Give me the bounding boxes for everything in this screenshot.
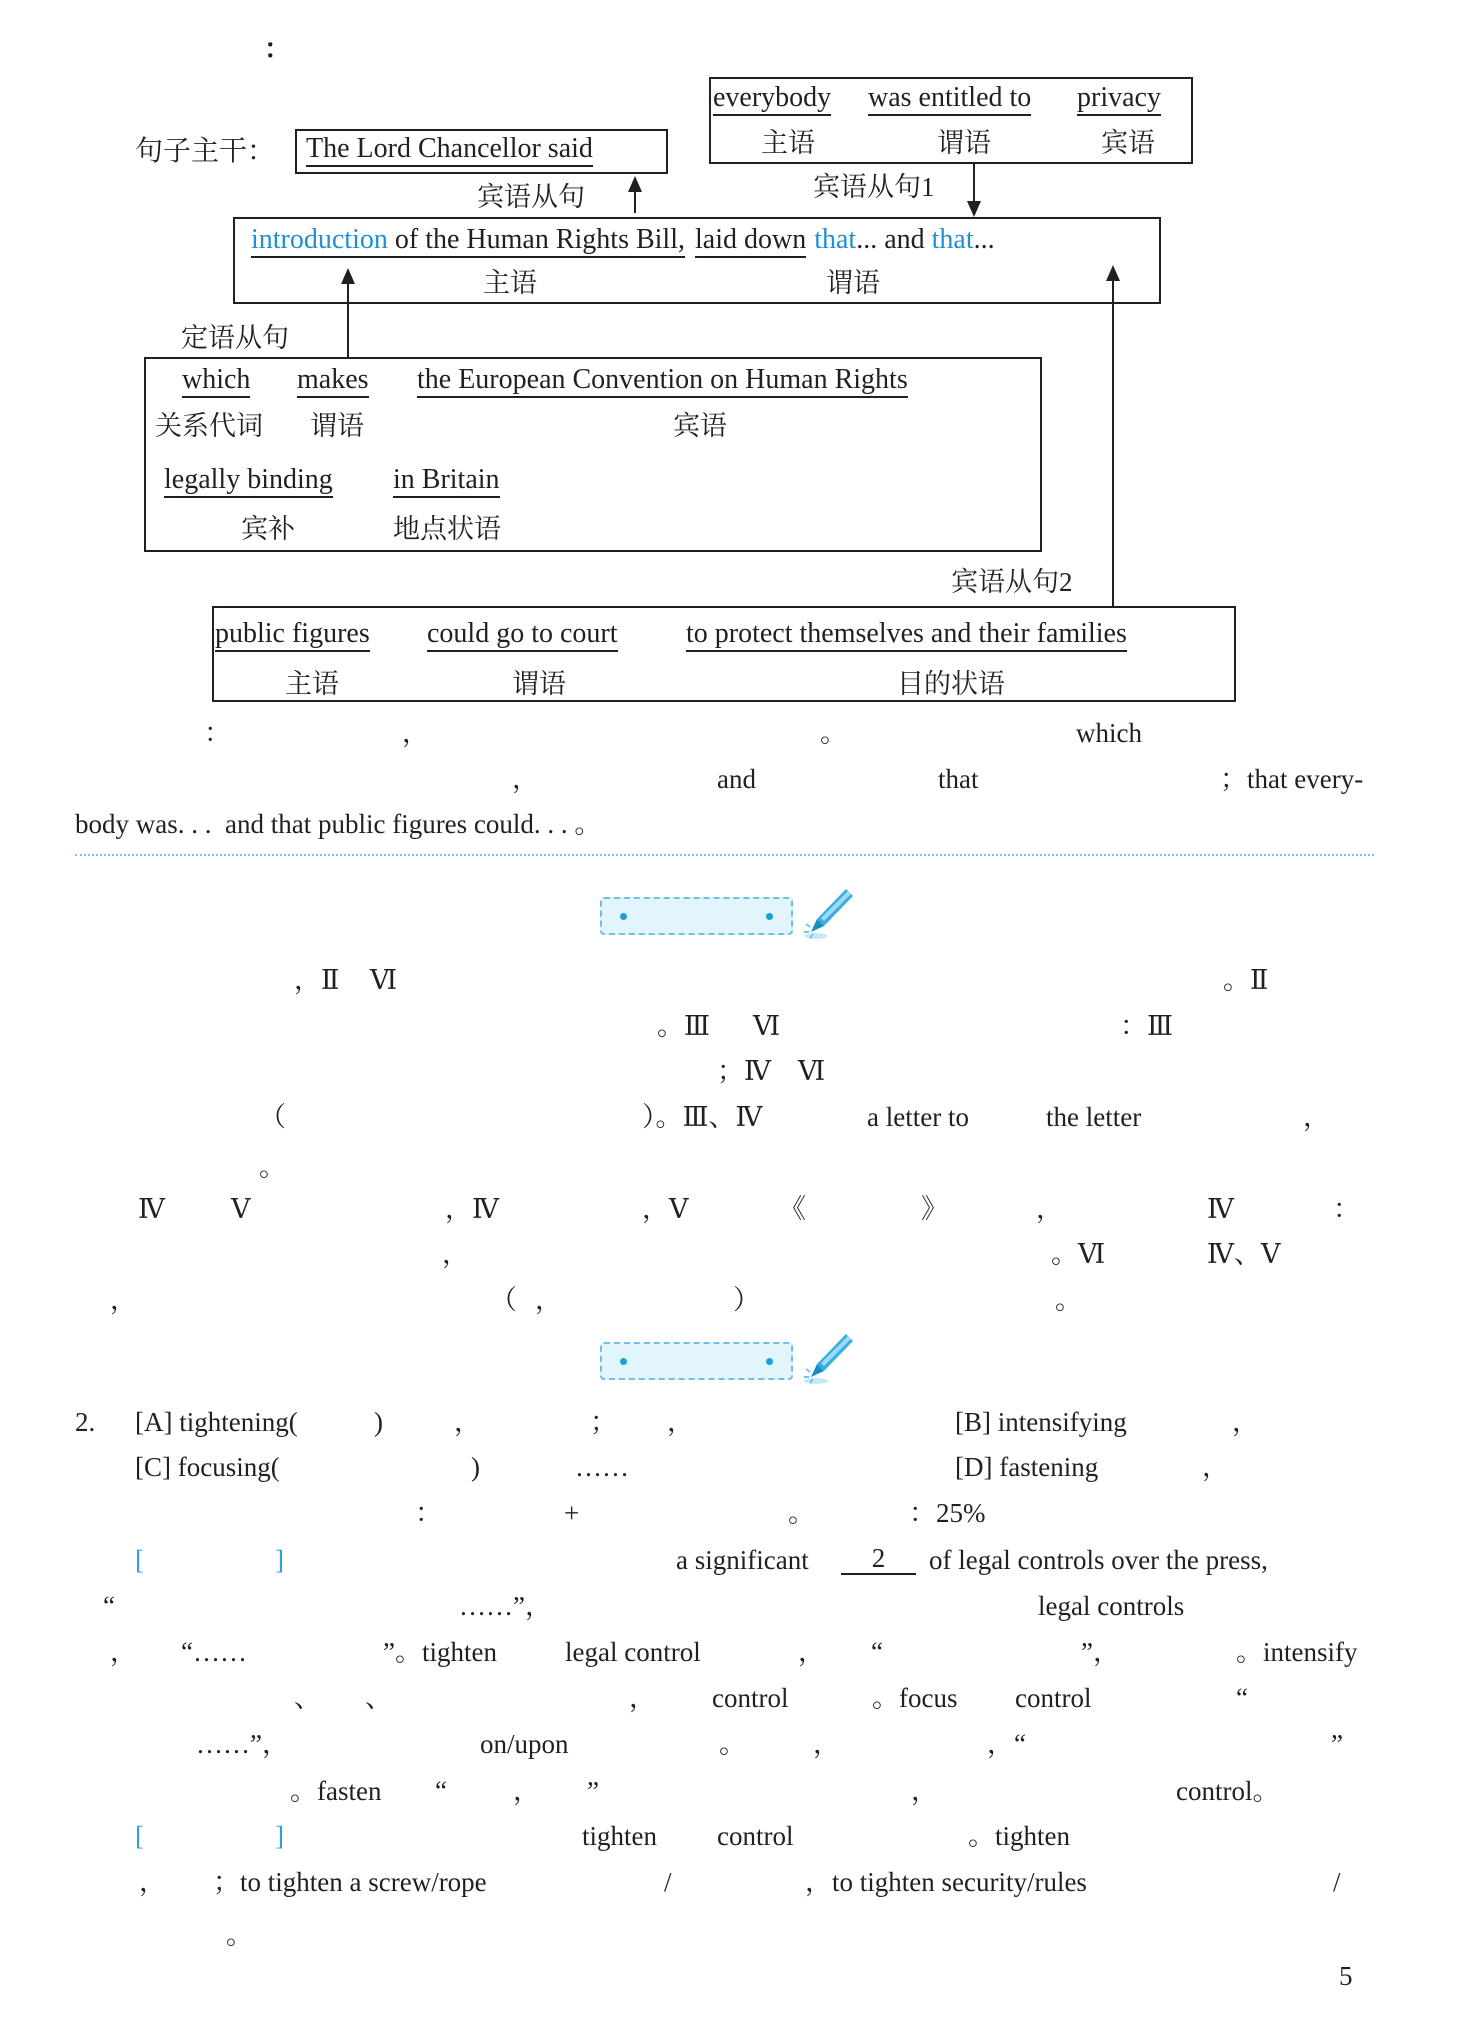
core-predicate: laid down [695,224,806,258]
answer-blank: 2 [841,1543,916,1575]
question-text: “ [103,1591,115,1621]
main-clause-text: The Lord Chancellor said [306,134,593,167]
pen-icon [800,886,856,942]
question-text: control。 [1176,1776,1280,1806]
ac-role-complement: 宾补 [241,514,295,544]
ac-role-place: 地点状语 [393,514,501,544]
question-text: of legal controls over the press, [929,1545,1268,1575]
question-text: control [1015,1683,1092,1713]
question-text: ， [110,1637,137,1667]
attributive-clause-label: 定语从句 [181,323,289,353]
core-subject-rest: of the Human Rights Bill, [387,224,685,255]
question-text: ， [1202,1452,1229,1482]
question-text: 、 [294,1683,321,1713]
explanation-text: Ⅴ [231,1194,251,1224]
question-text: ， [798,1637,825,1667]
option-d: [D] fastening [955,1452,1099,1482]
analysis-text: ： [204,718,231,748]
ac-complement: legally binding [164,465,333,498]
core-role-subject: 主语 [483,268,537,298]
core-that-2: that [931,224,974,255]
explanation-text: a letter to [867,1102,969,1132]
ac-role-object: 宾语 [673,411,727,441]
question-text: 。fasten [290,1776,382,1806]
question-text: ， [1232,1407,1259,1437]
core-role-predicate: 谓语 [826,268,880,298]
object-clause-label: 宾语从句 [477,182,585,212]
core-subject-head: introduction [251,224,388,255]
question-text: control [712,1683,789,1713]
question-text: / [1333,1867,1341,1897]
explanation-text: 。Ⅲ [657,1011,711,1041]
oc2-purpose: to protect themselves and their families [686,619,1127,652]
oc1-role-predicate: 谓语 [937,128,991,158]
question-text: a significant [676,1545,809,1575]
question-text: ， [454,1407,481,1437]
option-c: [C] focusing( [135,1452,280,1482]
explanation-text: Ⅳ、Ⅴ [1207,1239,1281,1269]
ac-verb: makes [297,365,369,398]
explanation-text: 。Ⅱ [1223,965,1269,995]
oc1-role-object: 宾语 [1101,128,1155,158]
analysis-text: ， [402,718,429,748]
explanation-text: Ⅳ [138,1194,165,1224]
question-text: ：25% [909,1498,986,1528]
question-text: ……”， [459,1591,552,1621]
question-text: ： [415,1498,442,1528]
object-clause-2-label: 宾语从句2 [951,567,1073,597]
ac-relative: which [182,365,250,398]
explanation-text: （ [259,1102,286,1132]
question-text: ， [667,1407,694,1437]
arrow-object-clause-1-head [967,201,981,217]
core-that-1: that [814,224,857,255]
diagram-arrows [0,0,1457,760]
explanation-text: Ⅵ [753,1011,781,1041]
explanation-text: Ⅵ [370,965,398,995]
question-text: 。 [226,1920,253,1950]
main-clause-label: 句子主干： [135,136,276,167]
oc2-role-purpose: 目的状语 [897,669,1005,699]
explanation-text: the letter [1046,1102,1142,1132]
section-bracket-close: ] [275,1821,284,1851]
question-text: “ [871,1637,883,1667]
oc1-subject: everybody [713,83,831,116]
question-text: / [664,1867,672,1897]
analysis-text: which [1076,718,1142,748]
question-text: 。 [719,1729,746,1759]
question-text: ) [471,1452,480,1482]
section-bracket-open: [ [135,1545,144,1575]
core-tail: ... [973,224,995,255]
question-text: ， [513,1776,540,1806]
analysis-text: that [938,764,979,794]
question-text: tighten [582,1821,657,1851]
explanation-text: ， [1303,1102,1330,1132]
explanation-text: （ [490,1285,517,1315]
explanation-text: Ⅳ [1207,1194,1234,1224]
question-text: 。focus [872,1683,958,1713]
question-text: ) [374,1407,383,1437]
question-text: “ [1236,1683,1248,1713]
explanation-text: ，Ⅴ [642,1194,689,1224]
question-text: ， [629,1683,656,1713]
question-text: ，to tighten security/rules [805,1867,1087,1897]
analysis-text: body was. . . and that public figures could. . . 。 [75,809,602,839]
badge-dot-right [766,1358,773,1365]
explanation-text: ）。Ⅲ、Ⅳ [642,1102,763,1132]
option-a: [A] tightening( [135,1407,298,1437]
question-text: on/upon [480,1729,569,1759]
oc2-predicate: could go to court [427,619,618,652]
question-text: “ [435,1776,447,1806]
ac-object: the European Convention on Human Rights [417,365,908,398]
explanation-text: 》 [921,1194,948,1224]
analysis-text: 。 [820,718,847,748]
section-header-badge [600,897,793,935]
question-text: + [564,1498,580,1528]
section-bracket-open: [ [135,1821,144,1851]
explanation-text: 。 [259,1152,286,1182]
option-b: [B] intensifying [955,1407,1127,1437]
oc2-role-predicate: 谓语 [512,669,566,699]
page-number: 5 [1339,1961,1353,1991]
oc2-subject: public figures [215,619,370,652]
explanation-text: ， [110,1285,137,1315]
question-text: ， [813,1729,840,1759]
badge-dot-left [620,913,627,920]
arrow-attributive-clause-head [341,268,355,284]
question-text: 、 [365,1683,392,1713]
question-text: ……”， [196,1729,289,1759]
oc2-role-subject: 主语 [285,669,339,699]
explanation-text: ， [442,1239,469,1269]
badge-dot-right [766,913,773,920]
arrow-object-clause-head [628,176,642,192]
explanation-text: ：Ⅲ [1120,1011,1174,1041]
explanation-text: ： [1333,1194,1360,1224]
analysis-text: and [717,764,756,794]
oc1-role-subject: 主语 [761,128,815,158]
analysis-text: ；that every- [1220,764,1364,794]
explanation-text: ，Ⅱ [294,965,340,995]
ac-place: in Britain [393,465,500,498]
ac-role-verb: 谓语 [310,411,364,441]
explanation-text: ， [535,1285,562,1315]
arrow-object-clause-2-head [1106,265,1120,281]
explanation-text: ，Ⅳ [445,1194,499,1224]
question-text: control [717,1821,794,1851]
explanation-text: ） [733,1285,760,1315]
explanation-text: 。 [1055,1285,1082,1315]
analysis-text: ， [512,764,539,794]
question-number: 2. [75,1407,96,1437]
question-text: ，“ [987,1729,1026,1759]
badge-dot-left [620,1358,627,1365]
section-divider [75,854,1374,856]
core-mid: ... and [856,224,932,255]
question-text: ， [139,1867,166,1897]
question-text: ” [1331,1729,1343,1759]
question-text: ， [911,1776,938,1806]
pen-icon [800,1331,856,1387]
ac-role-relative: 关系代词 [155,411,263,441]
section-bracket-close: ] [275,1545,284,1575]
top-marker: ： [264,34,291,64]
section-header-badge [600,1342,793,1380]
question-text: legal control [565,1637,701,1667]
explanation-text: 《 [779,1194,806,1224]
question-text: …… [575,1452,629,1482]
object-clause-1-label: 宾语从句1 [813,172,935,202]
question-text: ”。tighten [383,1637,497,1667]
explanation-text: Ⅵ [798,1056,826,1086]
oc1-object: privacy [1077,83,1161,116]
question-text: ”， [1081,1637,1120,1667]
oc1-predicate: was entitled to [868,83,1031,116]
question-text: “…… [181,1637,247,1667]
explanation-text: ， [1036,1194,1063,1224]
question-text: ” [587,1776,599,1806]
question-text: 。tighten [968,1821,1070,1851]
question-text: 。intensify [1236,1637,1358,1667]
question-text: legal controls [1038,1591,1185,1621]
explanation-text: 。Ⅵ [1051,1239,1106,1269]
question-text: ；to tighten a screw/rope [213,1867,487,1897]
question-text: 。 [788,1498,815,1528]
question-text: ； [590,1407,617,1437]
explanation-text: ；Ⅳ [717,1056,771,1086]
